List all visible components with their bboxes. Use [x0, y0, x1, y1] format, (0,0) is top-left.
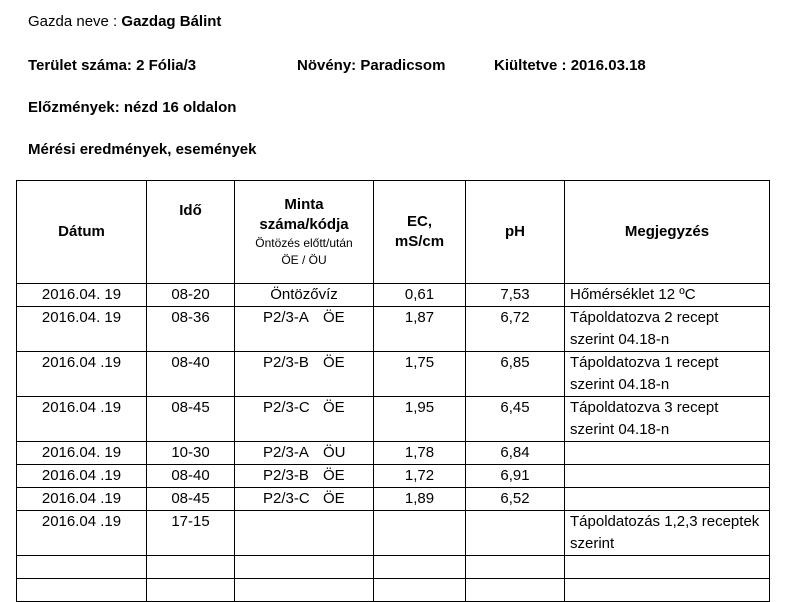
cell-empty [235, 556, 374, 579]
cell-ph [466, 511, 565, 556]
table-row-empty [17, 579, 770, 602]
cell-empty [466, 556, 565, 579]
cell-note: Tápoldatozva 2 recept szerint 04.18-n [565, 307, 770, 352]
sample-flag: ÖE [323, 309, 345, 326]
cell-time: 17-15 [147, 511, 235, 556]
header-ec [374, 181, 466, 284]
cell-ec [374, 511, 466, 556]
cell-time: 08-40 [147, 352, 235, 397]
cell-ph: 6,91 [466, 465, 565, 488]
table-header-row [17, 181, 770, 284]
cell-date: 2016.04 .19 [17, 511, 147, 556]
measurement-table [16, 180, 770, 602]
cell-empty [17, 556, 147, 579]
header-ph: pH [466, 181, 565, 284]
cell-empty [235, 579, 374, 602]
table-row-empty [17, 556, 770, 579]
header-sample-line2: száma/kódja [259, 216, 349, 233]
cell-note: Tápoldatozva 1 recept szerint 04.18-n [565, 352, 770, 397]
cell-empty [147, 579, 235, 602]
plant-field [297, 57, 445, 74]
cell-date: 2016.04 .19 [17, 397, 147, 442]
cell-sample [235, 352, 374, 397]
farmer-line [28, 13, 221, 30]
table-row [17, 284, 770, 307]
sample-code: P2/3-A [263, 309, 309, 326]
sample-code: P2/3-B [263, 467, 309, 484]
area-label: Terület száma: [28, 57, 132, 74]
cell-ec: 1,89 [374, 488, 466, 511]
sample-flag: ÖE [323, 490, 345, 507]
cell-empty [147, 556, 235, 579]
table-row [17, 307, 770, 352]
cell-ec: 1,95 [374, 397, 466, 442]
cell-empty [374, 556, 466, 579]
sample-code: P2/3-B [263, 354, 309, 371]
header-ec-line1: EC, [406, 213, 432, 230]
cell-ph: 6,84 [466, 442, 565, 465]
cell-ec: 0,61 [374, 284, 466, 307]
cell-time: 08-20 [147, 284, 235, 307]
cell-note: Tápoldatozva 3 recept szerint 04.18-n [565, 397, 770, 442]
cell-note: Tápoldatozás 1,2,3 receptek szerint [565, 511, 770, 556]
cell-note [565, 442, 770, 465]
cell-ph: 6,45 [466, 397, 565, 442]
history-label: Előzmények: [28, 99, 120, 116]
section-title: Mérési eredmények, események [28, 141, 257, 158]
cell-time: 08-45 [147, 397, 235, 442]
cell-ec: 1,75 [374, 352, 466, 397]
header-sample [235, 181, 374, 284]
cell-note [565, 465, 770, 488]
header-date: Dátum [17, 181, 147, 284]
header-sample-sub1: Öntözés előtt/után [255, 236, 353, 250]
cell-date: 2016.04. 19 [17, 442, 147, 465]
sample-flag: ÖE [323, 467, 345, 484]
cell-ec: 1,78 [374, 442, 466, 465]
planted-label: Kiültetve : [494, 57, 567, 74]
sample-flag: ÖE [323, 399, 345, 416]
cell-note: Hőmérséklet 12 ºC [565, 284, 770, 307]
table-row [17, 465, 770, 488]
sample-code: Öntözővíz [270, 286, 338, 303]
header-sample-line1: Minta [284, 196, 324, 213]
history-value: nézd 16 oldalon [123, 99, 237, 116]
sample-code: P2/3-A [263, 444, 309, 461]
cell-sample [235, 488, 374, 511]
history-line [28, 99, 236, 116]
cell-empty [466, 579, 565, 602]
table-row [17, 442, 770, 465]
header-note: Megjegyzés [565, 181, 770, 284]
cell-empty [565, 579, 770, 602]
cell-sample [235, 307, 374, 352]
cell-date: 2016.04 .19 [17, 352, 147, 397]
info-line [28, 57, 646, 74]
header-ec-line2: mS/cm [394, 233, 445, 250]
header-sample-sub2: ÖE / ÖU [281, 253, 327, 267]
cell-empty [374, 579, 466, 602]
cell-time: 10-30 [147, 442, 235, 465]
cell-time: 08-45 [147, 488, 235, 511]
cell-sample [235, 511, 374, 556]
sample-code: P2/3-C [263, 490, 310, 507]
cell-ph: 6,72 [466, 307, 565, 352]
cell-ph: 6,52 [466, 488, 565, 511]
cell-ph: 7,53 [466, 284, 565, 307]
farmer-label: Gazda neve : [28, 13, 118, 30]
cell-time: 08-36 [147, 307, 235, 352]
cell-date: 2016.04 .19 [17, 488, 147, 511]
farmer-name: Gazdag Bálint [121, 13, 222, 30]
cell-sample [235, 465, 374, 488]
planted-field [494, 57, 646, 74]
header-time: Idő [147, 181, 235, 284]
sample-flag: ÖU [323, 444, 346, 461]
cell-sample [235, 284, 374, 307]
sample-code: P2/3-C [263, 399, 310, 416]
sample-flag: ÖE [323, 354, 345, 371]
cell-ec: 1,87 [374, 307, 466, 352]
cell-empty [565, 556, 770, 579]
table-row [17, 488, 770, 511]
cell-note [565, 488, 770, 511]
table-row [17, 511, 770, 556]
table-row [17, 397, 770, 442]
cell-sample [235, 442, 374, 465]
cell-date: 2016.04 .19 [17, 465, 147, 488]
cell-date: 2016.04. 19 [17, 307, 147, 352]
cell-sample [235, 397, 374, 442]
plant-value: Paradicsom [360, 57, 446, 74]
table-row [17, 352, 770, 397]
cell-empty [17, 579, 147, 602]
cell-ec: 1,72 [374, 465, 466, 488]
cell-date: 2016.04. 19 [17, 284, 147, 307]
cell-ph: 6,85 [466, 352, 565, 397]
cell-time: 08-40 [147, 465, 235, 488]
plant-label: Növény: [297, 57, 357, 74]
planted-value: 2016.03.18 [570, 57, 646, 74]
area-value: 2 Fólia/3 [136, 57, 197, 74]
